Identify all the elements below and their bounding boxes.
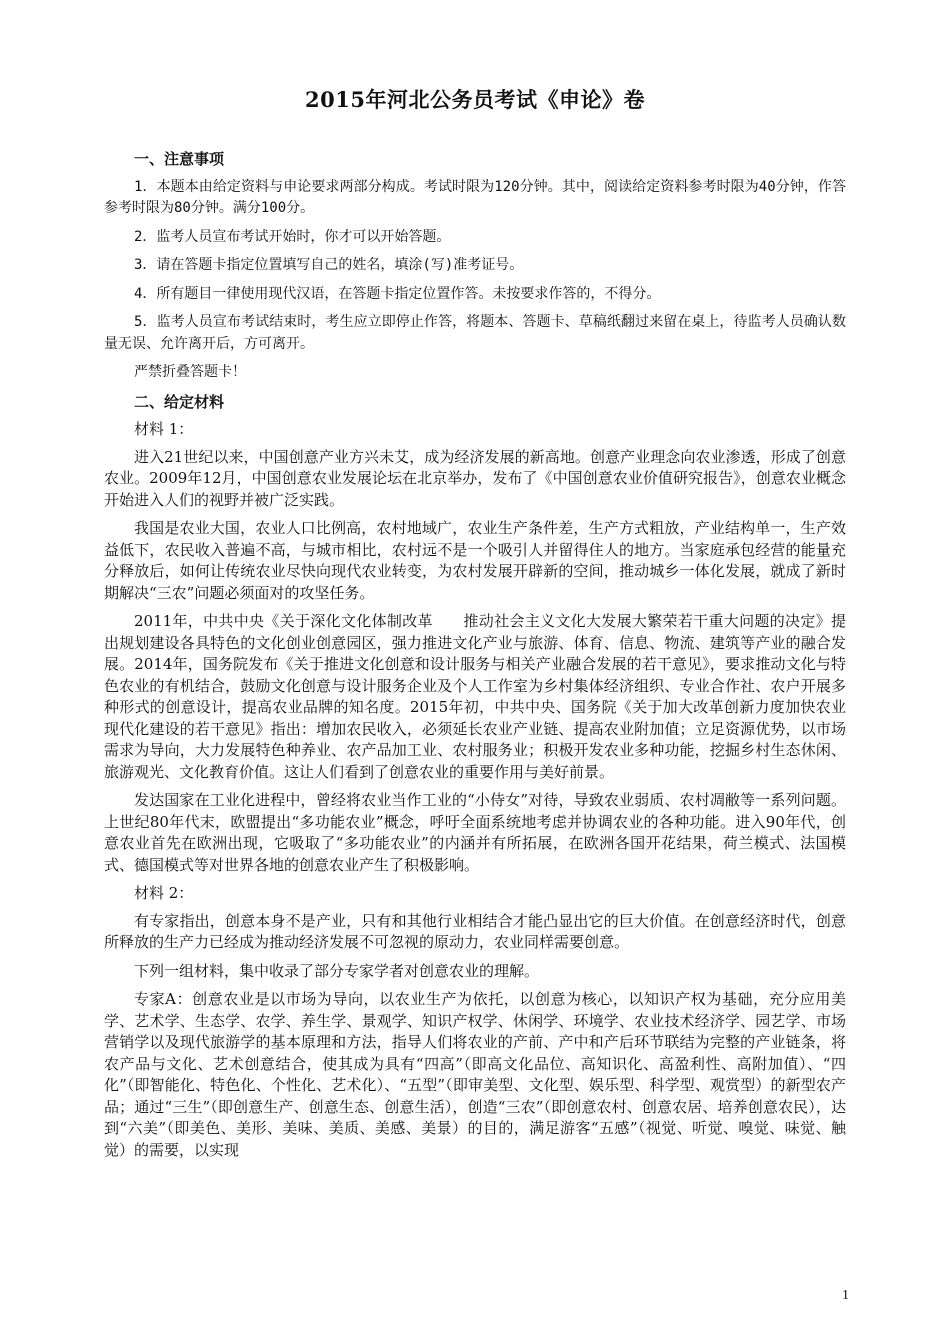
notice-item: 2．监考人员宣布考试开始时，你才可以开始答题。 <box>134 228 451 245</box>
material-paragraph: 进入21世纪以来，中国创意产业方兴未艾，成为经济发展的新高地。创意产业理念向农业渗透，形成了创意农业。2009年12月，中国创意农业发展论坛在北京举办，发布了《中国创意农业价值研究报告》，创意农业概念开始进入人们的视野并被广泛实践。 <box>104 447 846 509</box>
notice-item: 4．所有题目一律使用现代汉语，在答题卡指定位置作答。未按要求作答的，不得分。 <box>134 285 661 302</box>
document-title: 2015年河北公务员考试《申论》卷 <box>305 87 645 112</box>
material-paragraph: 下列一组材料，集中收录了部分专家学者对创意农业的理解。 <box>134 961 540 980</box>
section-heading-materials: 二、给定材料 <box>134 392 225 411</box>
material-paragraph: 2011年，中共中央《关于深化文化体制改革 推动社会主义文化大发展大繁荣若干重大问题的决定》提出规划建设各具特色的文化创业创意园区，强力推进文化产业与旅游、体育、信息、物流、建筑等产业的融合发展。2014年，国务院发布《关于推进文化创意和设计服务与相关产业融合发展的若干意见》，要求推动文化与特色农业的有机结合，鼓励文化创意与设计服务企业及个人工作室为乡村集体经济组织、专业合作社、农户开展多种形式的创意设计，提高农业品牌的知名度。2015年初，中共中央、国务院《关于加大改革创新力度加快农业现代化建设的若干意见》指出：增加农民收入，必须延长农业产业链、提高农业附加值；立足资源优势，以市场需求为导向，大力发展特色种养业、农产品加工业、农村服务业；积极开发农业多种功能，挖掘乡村生态休闲、旅游观光、文化教育价值。这让人们看到了创意农业的重要作用与美好前景。 <box>104 612 846 781</box>
document-body <box>104 149 846 1168</box>
material-2-label: 材料 2： <box>134 884 194 902</box>
section-heading-notice: 一、注意事项 <box>134 150 225 168</box>
material-paragraph: 我国是农业大国，农业人口比例高，农村地域广，农业生产条件差，生产方式粗放，产业结构单一，生产效益低下，农民收入普遍不高，与城市相比，农村远不是一个吸引人并留得住人的地方。当家庭承包经营的能量充分释放后，如何让传统农业尽快向现代农业转变，为农村发展开辟新的空间，推动城乡一体化发展，就成了新时期解决“三农”问题必须面对的攻坚任务。 <box>104 519 846 602</box>
notice-item: 1．本题本由给定资料与申论要求两部分构成。考试时限为120分钟。其中，阅读给定资料参考时限为40分钟，作答参考时限为80分钟。满分100分。 <box>104 178 846 216</box>
material-paragraph: 发达国家在工业化进程中，曾经将农业当作工业的“小侍女”对待，导致农业弱质、农村凋敝等一系列问题。上世纪80年代末，欧盟提出“多功能农业”概念，呼吁全面系统地考虑并协调农业的各种功能。进入90年代，创意农业首先在欧洲出现，它吸取了“多功能农业”的内涵并有所拓展，在欧洲各国开花结果，荷兰模式、法国模式、德国模式等对世界各地的创意农业产生了积极影响。 <box>104 791 846 874</box>
material-paragraph: 专家A：创意农业是以市场为导向，以农业生产为依托，以创意为核心，以知识产权为基础，充分应用美学、艺术学、生态学、农学、养生学、景观学、知识产权学、休闲学、环境学、农业技术经济学、园艺学、市场营销学以及现代旅游学的基本原理和方法，指导人们将农业的产前、产中和产后环节联结为完整的产业链条，将农产品与文化、艺术创意结合，使其成为具有“四高”（即高文化品位、高知识化、高盈利性、高附加值）、“四化”（即智能化、特色化、个性化、艺术化）、“五型”（即审美型、文化型、娱乐型、科学型、观赏型）的新型农产品；通过“三生”（即创意生产、创意生态、创意生活），创造“三农”（即创意农村、创意农居、培养创意农民），达到“六美”（即美色、美形、美味、美质、美感、美景）的目的，满足游客“五感”（视觉、听觉、嗅觉、味觉、触觉）的需要，以实现 <box>104 990 846 1159</box>
material-1-label: 材料 1： <box>134 420 194 438</box>
notice-item: 3．请在答题卡指定位置填写自己的姓名，填涂(写)准考证号。 <box>134 257 524 273</box>
page-number: 1 <box>842 1288 849 1303</box>
notice-warning: 严禁折叠答题卡！ <box>134 364 246 380</box>
material-paragraph: 有专家指出，创意本身不是产业，只有和其他行业相结合才能凸显出它的巨大价值。在创意经济时代，创意所释放的生产力已经成为推动经济发展不可忽视的原动力，农业同样需要创意。 <box>104 911 846 951</box>
notice-item: 5．监考人员宣布考试结束时，考生应立即停止作答，将题本、答题卡、草稿纸翻过来留在桌上，待监考人员确认数量无误、允许离开后，方可离开。 <box>104 314 846 352</box>
